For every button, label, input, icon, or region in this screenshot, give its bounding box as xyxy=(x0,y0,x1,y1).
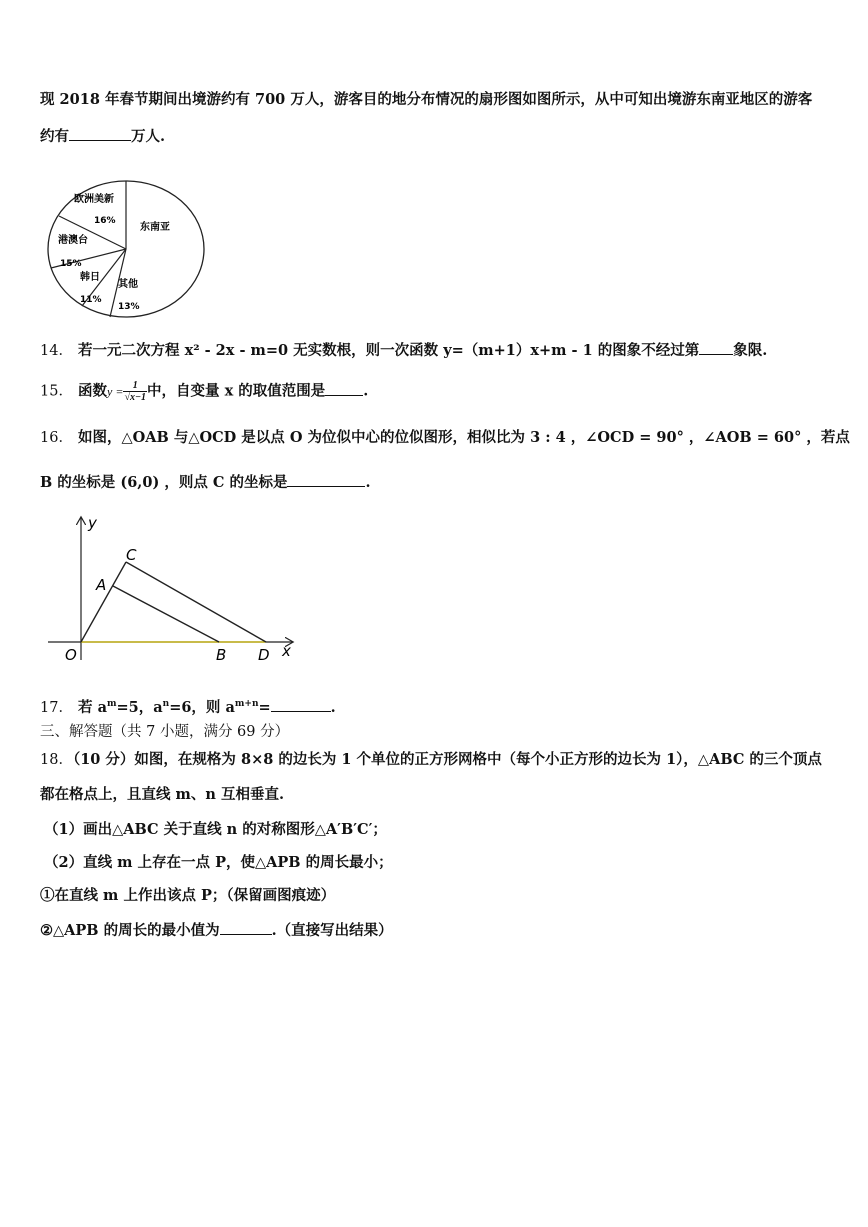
q18-sub2-suffix: .（直接写出结果） xyxy=(271,922,393,939)
q14-answer-blank xyxy=(699,340,733,355)
pie-label-hk-macau-tw: 港澳台 xyxy=(58,235,88,246)
label-C: C xyxy=(126,546,137,564)
label-O: O xyxy=(65,646,77,664)
segment-OC xyxy=(81,562,126,642)
q14-text: 若一元二次方程 x² - 2x - m=0 无实数根，则一次函数 y=（m+1）x+m - 1 的图象不经过第 xyxy=(78,342,700,359)
q17-text-a: 若 a xyxy=(78,698,107,716)
q17-text-d: = xyxy=(258,698,271,716)
label-D: D xyxy=(258,646,270,664)
q15-suffix: . xyxy=(363,382,369,400)
q17-text-b: =5，a xyxy=(116,698,163,716)
pie-label-southeast-asia: 东南亚 xyxy=(140,222,170,233)
label-x: x xyxy=(282,642,291,660)
label-A: A xyxy=(96,576,107,594)
q17-answer-blank xyxy=(271,697,331,712)
q17-number: 17． xyxy=(40,699,73,716)
pie-chart xyxy=(44,176,208,322)
q18-answer-blank xyxy=(220,920,272,935)
q18-line2: 都在格点上，且直线 m、n 互相垂直. xyxy=(40,786,285,803)
q14-number: 14． xyxy=(40,343,73,359)
pie-label-other: 其他 xyxy=(118,279,138,290)
pie-percent-korea-japan: 11% xyxy=(80,295,102,305)
pie-percent-other: 13% xyxy=(118,302,140,312)
q15-func-y: y = xyxy=(107,384,124,399)
q13-answer-blank xyxy=(69,126,131,141)
q17-exp-m: m xyxy=(106,699,117,709)
q15-answer-blank xyxy=(325,381,363,396)
q18-sub2 xyxy=(40,920,393,941)
q16-line2-suffix: . xyxy=(365,474,371,491)
q13-line2-suffix: 万人. xyxy=(131,128,166,145)
q18-line1 xyxy=(40,750,822,770)
q17-text-c: =6，则 a xyxy=(169,698,235,716)
q16-line1 xyxy=(40,428,850,448)
q18-part1: （1）画出△ABC 关于直线 n 的对称图形△A′B′C′； xyxy=(44,821,387,838)
q14 xyxy=(40,340,767,361)
q16-answer-blank xyxy=(287,472,365,487)
q15-fraction xyxy=(123,380,147,403)
q16-number: 16． xyxy=(40,430,73,446)
q15-prefix: 函数 xyxy=(78,382,108,400)
q17-suffix: . xyxy=(330,698,336,716)
pie-label-korea-japan: 韩日 xyxy=(80,272,100,283)
q15-text: 中，自变量 x 的取值范围是 xyxy=(147,382,326,400)
pie-percent-hk-macau-tw: 15% xyxy=(60,259,82,269)
segment-AB xyxy=(113,586,219,642)
q13-line1: 现 2018 年春节期间出境游约有 700 万人，游客目的地分布情况的扇形图如图所示，从中可知出境游东南亚地区的游客 xyxy=(40,91,813,108)
q17-exp-mn: m+n xyxy=(234,699,259,709)
q15-fraction-denominator: √x−1 xyxy=(124,392,147,403)
q18-text-line1: （10 分）如图，在规格为 8×8 的边长为 1 个单位的正方形网格中（每个小正方形的边长为 1），△ABC 的三个顶点 xyxy=(72,751,822,768)
q18-number: 18． xyxy=(40,752,73,768)
q15 xyxy=(40,380,368,403)
q18-part2: （2）直线 m 上存在一点 P，使△APB 的周长最小； xyxy=(44,854,393,871)
q13-line2-prefix: 约有 xyxy=(40,128,69,145)
coordinate-figure xyxy=(40,510,310,670)
label-y: y xyxy=(88,514,97,532)
pie-label-europe: 欧洲美新 xyxy=(74,194,114,205)
q17 xyxy=(40,694,336,718)
q13-line2 xyxy=(40,126,165,147)
q16-text-line1: 如图，△OAB 与△OCD 是以点 O 为位似中心的位似图形，相似比为 3 : 4 ，∠OCD = 90° ，∠AOB = 60° ，若点 xyxy=(78,429,850,446)
q15-fraction-numerator: 1 xyxy=(123,380,147,392)
q18-sub2-prefix: ②△APB 的周长的最小值为 xyxy=(40,922,220,939)
q16-line2-prefix: B 的坐标是 (6,0) ，则点 C 的坐标是 xyxy=(40,474,288,491)
section3-title: 三、解答题（共 7 小题，满分 69 分） xyxy=(40,724,290,740)
q18-sub1: ①在直线 m 上作出该点 P；（保留画图痕迹） xyxy=(40,887,336,904)
label-B: B xyxy=(216,646,227,664)
q17-exp-n: n xyxy=(162,699,170,709)
q15-number: 15． xyxy=(40,383,73,400)
pie-percent-europe: 16% xyxy=(94,216,116,226)
q16-line2 xyxy=(40,472,371,493)
q14-suffix: 象限. xyxy=(733,342,768,359)
